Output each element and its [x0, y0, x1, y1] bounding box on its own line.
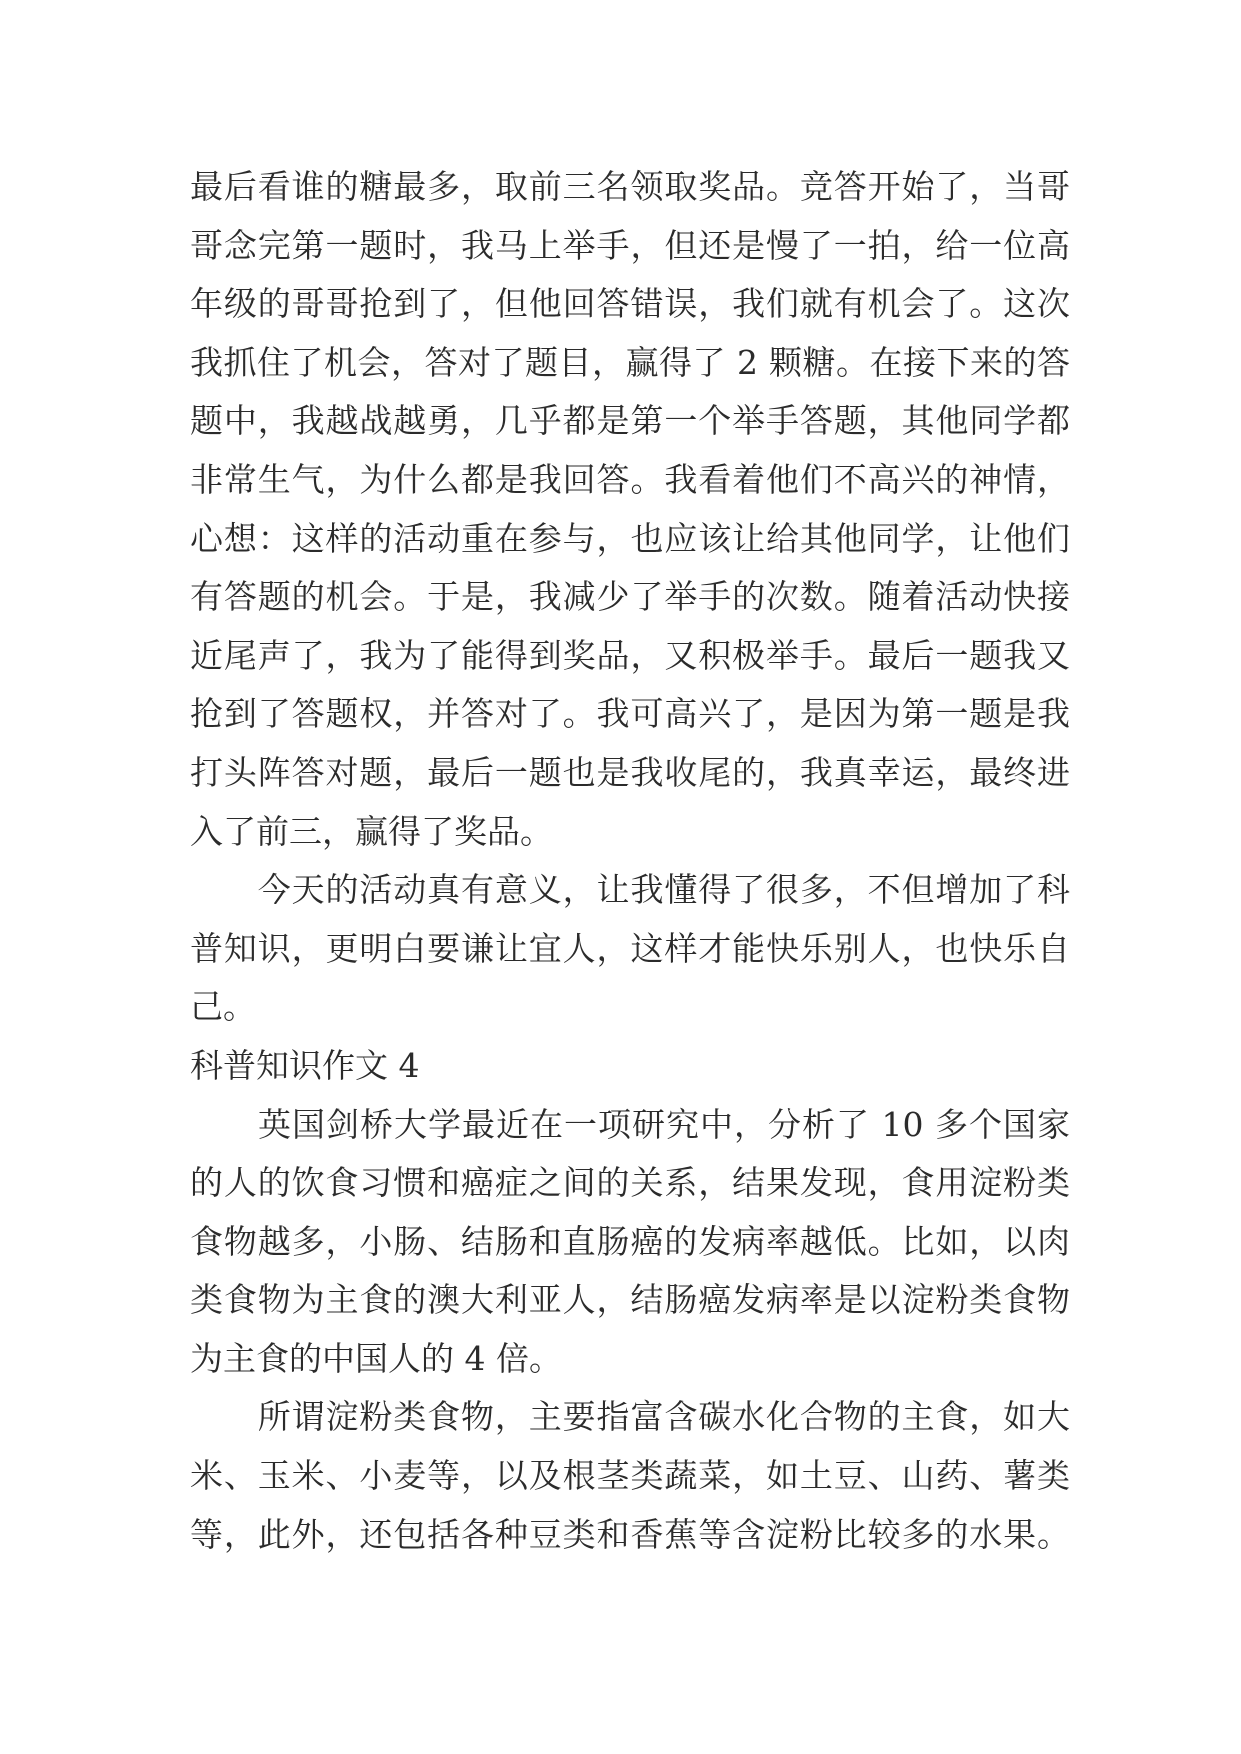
text-line: 我抓住了机会，答对了题目，赢得了 2 颗糖。在接下来的答 [190, 342, 1070, 382]
text-line: 年级的哥哥抢到了，但他回答错误，我们就有机会了。这次 [190, 284, 1070, 324]
text-line: 类食物为主食的澳大利亚人，结肠癌发病率是以淀粉类食物 [190, 1280, 1070, 1320]
text-line: 近尾声了，我为了能得到奖品，又积极举手。最后一题我又 [190, 635, 1070, 675]
text-line: 等，此外，还包括各种豆类和香蕉等含淀粉比较多的水果。 [190, 1514, 1070, 1554]
text-line: 为主食的中国人的 4 倍。 [190, 1338, 562, 1378]
document-body [190, 158, 1070, 1564]
text-line: 入了前三，赢得了奖品。 [190, 811, 553, 851]
text-line: 的人的饮食习惯和癌症之间的关系，结果发现，食用淀粉类 [190, 1163, 1070, 1203]
text-line: 打头阵答对题，最后一题也是我收尾的，我真幸运，最终进 [190, 752, 1070, 792]
text-line: 抢到了答题权，并答对了。我可高兴了，是因为第一题是我 [190, 694, 1070, 734]
text-line: 哥念完第一题时，我马上举手，但还是慢了一拍，给一位高 [190, 225, 1070, 265]
text-line: 非常生气，为什么都是我回答。我看着他们不高兴的神情， [190, 459, 1070, 499]
text-line: 己。 [190, 987, 256, 1027]
text-line: 英国剑桥大学最近在一项研究中，分析了 10 多个国家 [190, 1104, 1070, 1144]
text-line: 所谓淀粉类食物，主要指富含碳水化合物的主食，如大 [190, 1397, 1070, 1437]
section-heading: 科普知识作文 4 [190, 1045, 420, 1085]
text-line: 题中，我越战越勇，几乎都是第一个举手答题，其他同学都 [190, 401, 1070, 441]
text-line: 有答题的机会。于是，我减少了举手的次数。随着活动快接 [190, 577, 1070, 617]
text-line: 食物越多，小肠、结肠和直肠癌的发病率越低。比如，以肉 [190, 1221, 1070, 1261]
text-line: 普知识，更明白要谦让宜人，这样才能快乐别人，也快乐自 [190, 928, 1070, 968]
text-line: 最后看谁的糖最多，取前三名领取奖品。竞答开始了，当哥 [190, 167, 1070, 206]
text-line: 今天的活动真有意义，让我懂得了很多，不但增加了科 [190, 870, 1070, 910]
text-line: 心想：这样的活动重在参与，也应该让给其他同学，让他们 [190, 518, 1070, 558]
text-line: 米、玉米、小麦等，以及根茎类蔬菜，如土豆、山药、薯类 [190, 1456, 1070, 1496]
